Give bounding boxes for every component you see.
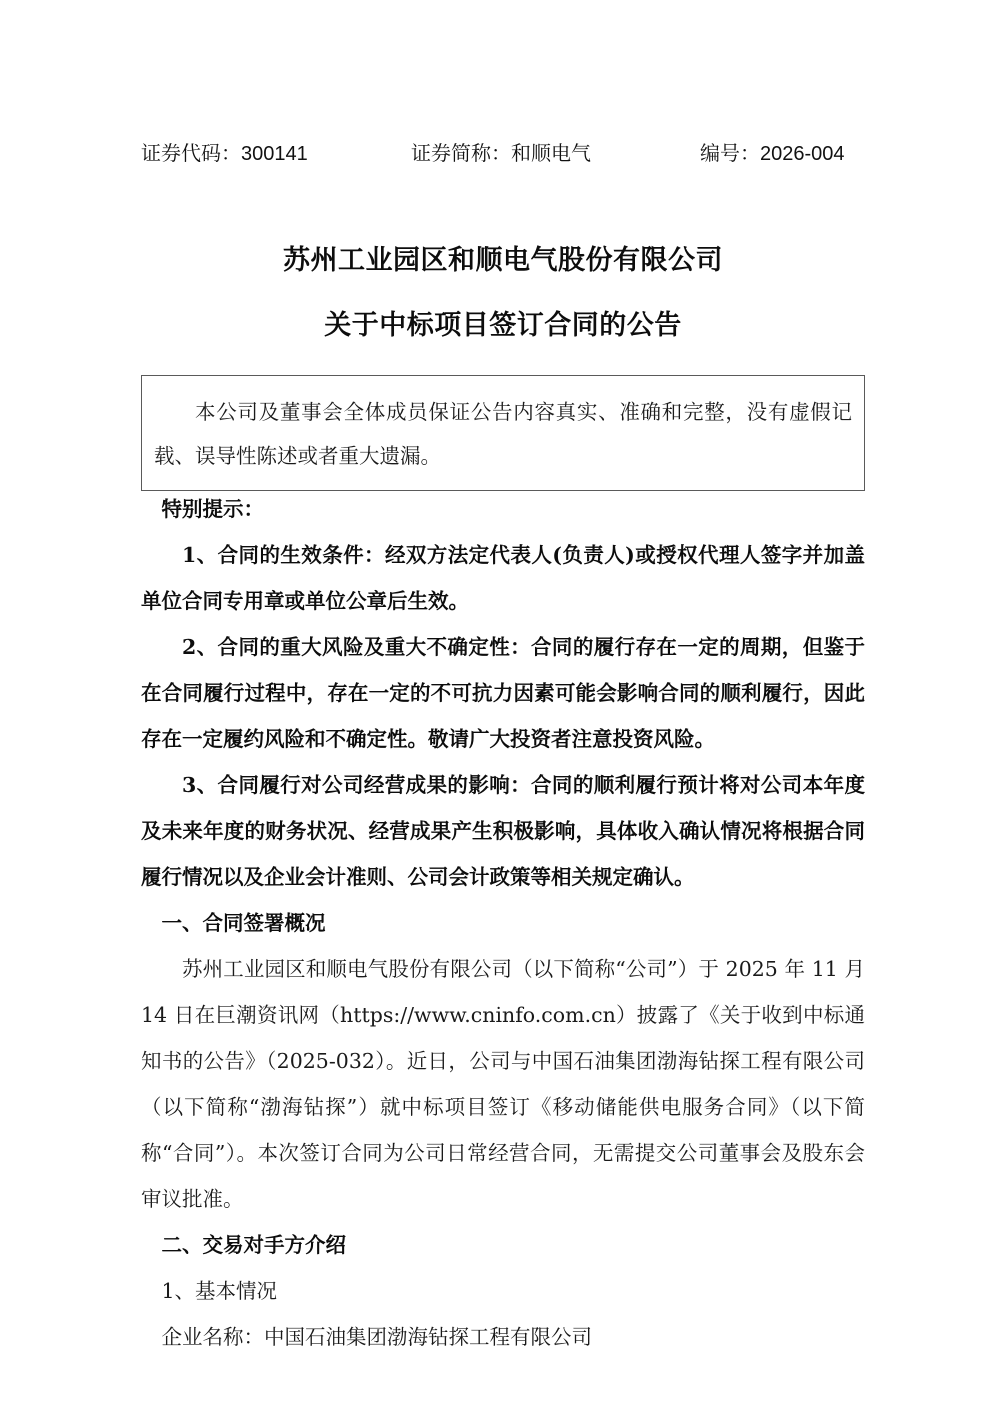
disclaimer-box xyxy=(141,375,865,491)
document-header xyxy=(141,138,865,170)
title-block xyxy=(141,240,865,345)
section-heading-1: 一、合同签署概况 xyxy=(161,911,326,935)
document-body xyxy=(141,486,865,1360)
special-notice-label: 特别提示： xyxy=(161,497,264,521)
disclaimer-text: 本公司及董事会全体成员保证公告内容真实、准确和完整，没有虚假记载、误导性陈述或者重大遗漏。 xyxy=(154,400,852,468)
counterparty-company-name: 企业名称：中国石油集团渤海钻探工程有限公司 xyxy=(161,1325,592,1349)
special-notice-item-3: 3、合同履行对公司经营成果的影响：合同的顺利履行预计将对公司本年度及未来年度的财务状况、经营成果产生积极影响，具体收入确认情况将根据合同履行情况以及企业会计准则、公司会计政策等相关规定确认。 xyxy=(141,773,865,889)
announcement-title: 关于中标项目签订合同的公告 xyxy=(324,310,682,340)
announcement-number: 编号：2026-004 xyxy=(700,143,845,165)
company-title: 苏州工业园区和顺电气股份有限公司 xyxy=(283,245,723,275)
section-heading-2: 二、交易对手方介绍 xyxy=(161,1233,346,1257)
security-abbreviation: 证券简称：和顺电气 xyxy=(411,143,591,165)
section-1-paragraph-1: 苏州工业园区和顺电气股份有限公司（以下简称“公司”）于 2025 年 11 月 14 日在巨潮资讯网（https://www.cninfo.com.cn）披露了《关于收到中标通知书的公告》（2025-032）。近日，公司与中国石油集团渤海钻探工程有限公司（以下简称“渤海钻探”）就中标项目签订《移动储能供电服务合同》（以下简称“合同”）。本次签订合同为公司日常经营合同，无需提交公司董事会及股东会审议批准。 xyxy=(141,957,865,1211)
section-2-sub-heading: 1、基本情况 xyxy=(161,1279,278,1303)
special-notice-item-2: 2、合同的重大风险及重大不确定性：合同的履行存在一定的周期，但鉴于在合同履行过程中，存在一定的不可抗力因素可能会影响合同的顺利履行，因此存在一定履约风险和不确定性。敬请广大投资者注意投资风险。 xyxy=(141,635,865,751)
security-code: 证券代码：300141 xyxy=(141,143,308,165)
special-notice-item-1: 1、合同的生效条件：经双方法定代表人(负责人)或授权代理人签字并加盖单位合同专用章或单位公章后生效。 xyxy=(141,543,865,613)
